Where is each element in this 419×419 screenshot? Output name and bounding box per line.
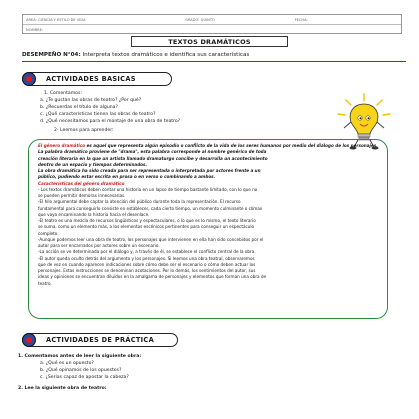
characteristics-title: Características del género dramático xyxy=(38,180,125,186)
reading-para: teatro. xyxy=(38,280,52,286)
reading-para: que de vez en cuando aparecen indicaciones sobre cómo debe ser el escenario o cómo deben actuar los xyxy=(38,261,256,267)
grade-field[interactable]: GRADO: QUINTO xyxy=(185,17,215,22)
reading-line: La palabra dramático proviene de "drama", esta palabra corresponde al nombre genérico de toda xyxy=(38,149,267,155)
basic-activities-banner xyxy=(22,72,172,86)
reading-para: ideas y opiniones se encuentran diluidos en la amalgama de personajes y elementos que forman una obra de xyxy=(38,274,267,280)
practice-activities-title: ACTIVIDADES DE PRÁCTICA xyxy=(46,336,154,344)
reading-para: se suma, como un elemento más, a los elementos escénicos pertinentes para conseguir un espectáculo xyxy=(38,224,255,230)
reading-para: -El autor queda oculto detrás del argumento y los personajes. Si leemos una obra teatral, observaremos xyxy=(38,255,255,261)
list-item: b. ¿Qué opinamos de los opuestos? xyxy=(40,368,122,373)
practice-comentamos-heading: 1. Comentamos antes de leer la siguiente obra: xyxy=(18,354,142,359)
basic-questions-list xyxy=(40,97,180,125)
leamos-heading: 2- Leemos para aprender: xyxy=(54,128,114,133)
desempeno-text: Interpreta textos dramáticos e identifica sus características xyxy=(82,52,250,58)
practice-activities-banner xyxy=(22,333,178,347)
list-item: b. ¿Recuerdas el título de alguna? xyxy=(40,105,118,110)
reading-para: personajes. Estas instrucciones se denominan acotaciones. Por lo demás, los sentimientos del autor, sus xyxy=(38,268,256,273)
reading-line: dentro de un espacio y tiempos determinados. xyxy=(38,161,148,167)
reading-para: -Aunque podemos leer una obra de teatro, los personajes que intervienen en ella han sido concebidos por el xyxy=(38,236,264,242)
desempeno-line xyxy=(22,52,406,62)
reading-para: que vaya encaminando la historia hacia el desenlace. xyxy=(38,211,150,217)
name-field[interactable]: NOMBRE: xyxy=(26,28,44,32)
reading-para: se pueden permitir demoras innecesarias. xyxy=(38,193,126,198)
date-field[interactable]: FECHA: xyxy=(294,17,308,22)
reading-para: - Los textos dramáticos deben contar una historia en un lapso de tiempo bastante limitado, con lo que no xyxy=(38,186,258,192)
list-item: c. ¿Serías capaz de apostar la cabeza? xyxy=(40,375,129,380)
banner-dot-icon xyxy=(22,72,36,86)
reading-para: -El hilo argumental debe captar la atención del público durante toda la representación. El recurso xyxy=(38,199,241,205)
reading-line: público, pudiendo estar escrita en prosa o en verso o combinando a ambos. xyxy=(38,174,216,180)
basic-activities-title: ACTIVIDADES BASICAS xyxy=(46,75,136,83)
desempeno-label: DESEMPEÑO N°04: xyxy=(22,52,81,58)
lee-heading: 2. Lee la siguiente obra de teatro: xyxy=(18,386,107,391)
reading-line: La obra dramática ha sido creada para ser representada o interpretada por actores frente a un xyxy=(38,168,261,173)
list-item: a. ¿Te gustan las obras de teatro? ¿Por qué? xyxy=(40,98,142,103)
list-item: d. ¿Qué necesitamos para el montaje de una obra de teatro? xyxy=(40,119,181,124)
list-item: a. ¿Qué es un opuesto? xyxy=(40,361,94,366)
practice-questions-list xyxy=(40,360,129,381)
area-field[interactable]: ÁREA: CIENCIA Y ESTILO DE VIDA xyxy=(26,17,86,22)
reading-intro-rest: es aquel que representa algún episodio o conflicto de la vida de los seres humanos por medio del diálogo de los personajes. xyxy=(85,143,378,148)
header-row-2 xyxy=(23,25,401,35)
student-info-header xyxy=(22,14,402,34)
header-row-1 xyxy=(23,15,401,25)
page-title: TEXTOS DRAMÁTICOS xyxy=(131,36,288,47)
comentamos-heading: 1. Comentamos: xyxy=(44,91,82,96)
reading-para: completo. xyxy=(38,230,59,236)
banner-dot-icon xyxy=(22,333,36,347)
reading-para: autor para ser encarnados por actores sobre un escenario. xyxy=(38,243,160,248)
reading-line: creación literaria en la que un artista llamado dramaturgo concibe y desarrolla un acontecimiento xyxy=(38,155,268,161)
reading-para: -El teatro es una mezcla de recursos lingüísticos y espectaculares, o lo que es lo mismo, el texto literario xyxy=(38,218,256,223)
reading-text xyxy=(38,143,383,287)
reading-para: fundamental para conseguirlo consiste en establecer, cada cierto tiempo, un momento culminante o clímax xyxy=(38,205,263,211)
genre-term: El género dramático xyxy=(38,143,86,148)
list-item: c. ¿Qué características tienen las obras de teatro? xyxy=(40,112,156,117)
reading-para: -La acción se ve determinada por el diálogo y, a través de él, se establece el conflicto central de la obra. xyxy=(38,249,256,255)
